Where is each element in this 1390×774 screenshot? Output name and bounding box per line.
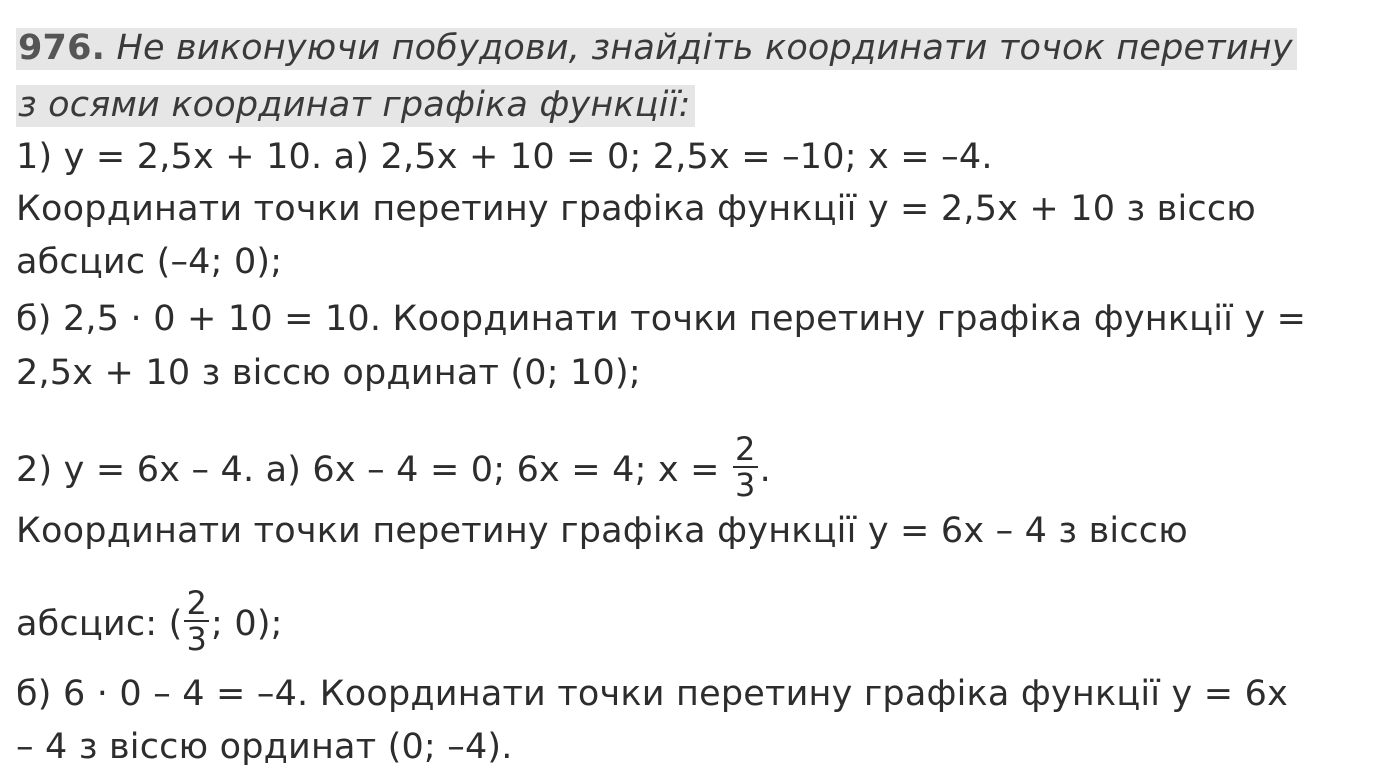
solution-line-8-end: ; 0);: [211, 604, 283, 644]
solution-line-10: – 4 з віссю ординат (0; –4).: [16, 727, 513, 767]
solution-line-1: 1) y = 2,5x + 10. а) 2,5x + 10 = 0; 2,5x = –10; x = –4.: [16, 137, 993, 177]
solution-line-6-text: 2) y = 6x – 4. а) 6x – 4 = 0; 6x = 4; x =: [16, 450, 732, 490]
solution-line-3: абсцис (–4; 0);: [16, 242, 283, 282]
problem-heading-line-2: [16, 85, 695, 125]
solution-line-5: 2,5x + 10 з віссю ординат (0; 10);: [16, 353, 641, 393]
problem-heading-line-1: [16, 28, 1297, 68]
fraction-denominator: 3: [735, 466, 756, 504]
solution-line-4: б) 2,5 · 0 + 10 = 10. Координати точки перетину графіка функції y =: [16, 299, 1307, 339]
solution-line-6: [16, 430, 771, 506]
solution-line-9: б) 6 · 0 – 4 = –4. Координати точки перетину графіка функції y = 6x: [16, 674, 1288, 714]
solution-line-8-text: абсцис: (: [16, 604, 183, 644]
problem-heading-highlight-1: [16, 28, 1297, 70]
fraction-numerator: 2: [186, 584, 208, 622]
solution-line-8: [16, 584, 283, 660]
fraction-denominator: 3: [186, 620, 208, 658]
problem-heading-text-1: Не виконуючи побудови, знайдіть координати точок перетину: [105, 28, 1293, 68]
problem-number: 976.: [18, 28, 106, 68]
solution-line-6-end: .: [759, 450, 771, 490]
fraction-two-thirds: [184, 586, 209, 656]
solution-line-7: Координати точки перетину графіка функції y = 6x – 4 з віссю: [16, 511, 1188, 551]
fraction-numerator: 2: [735, 430, 756, 468]
problem-heading-text-2: з осями координат графіка функції:: [16, 85, 695, 127]
solution-line-2: Координати точки перетину графіка функції y = 2,5x + 10 з віссю: [16, 189, 1256, 229]
fraction-two-thirds: [733, 432, 758, 502]
